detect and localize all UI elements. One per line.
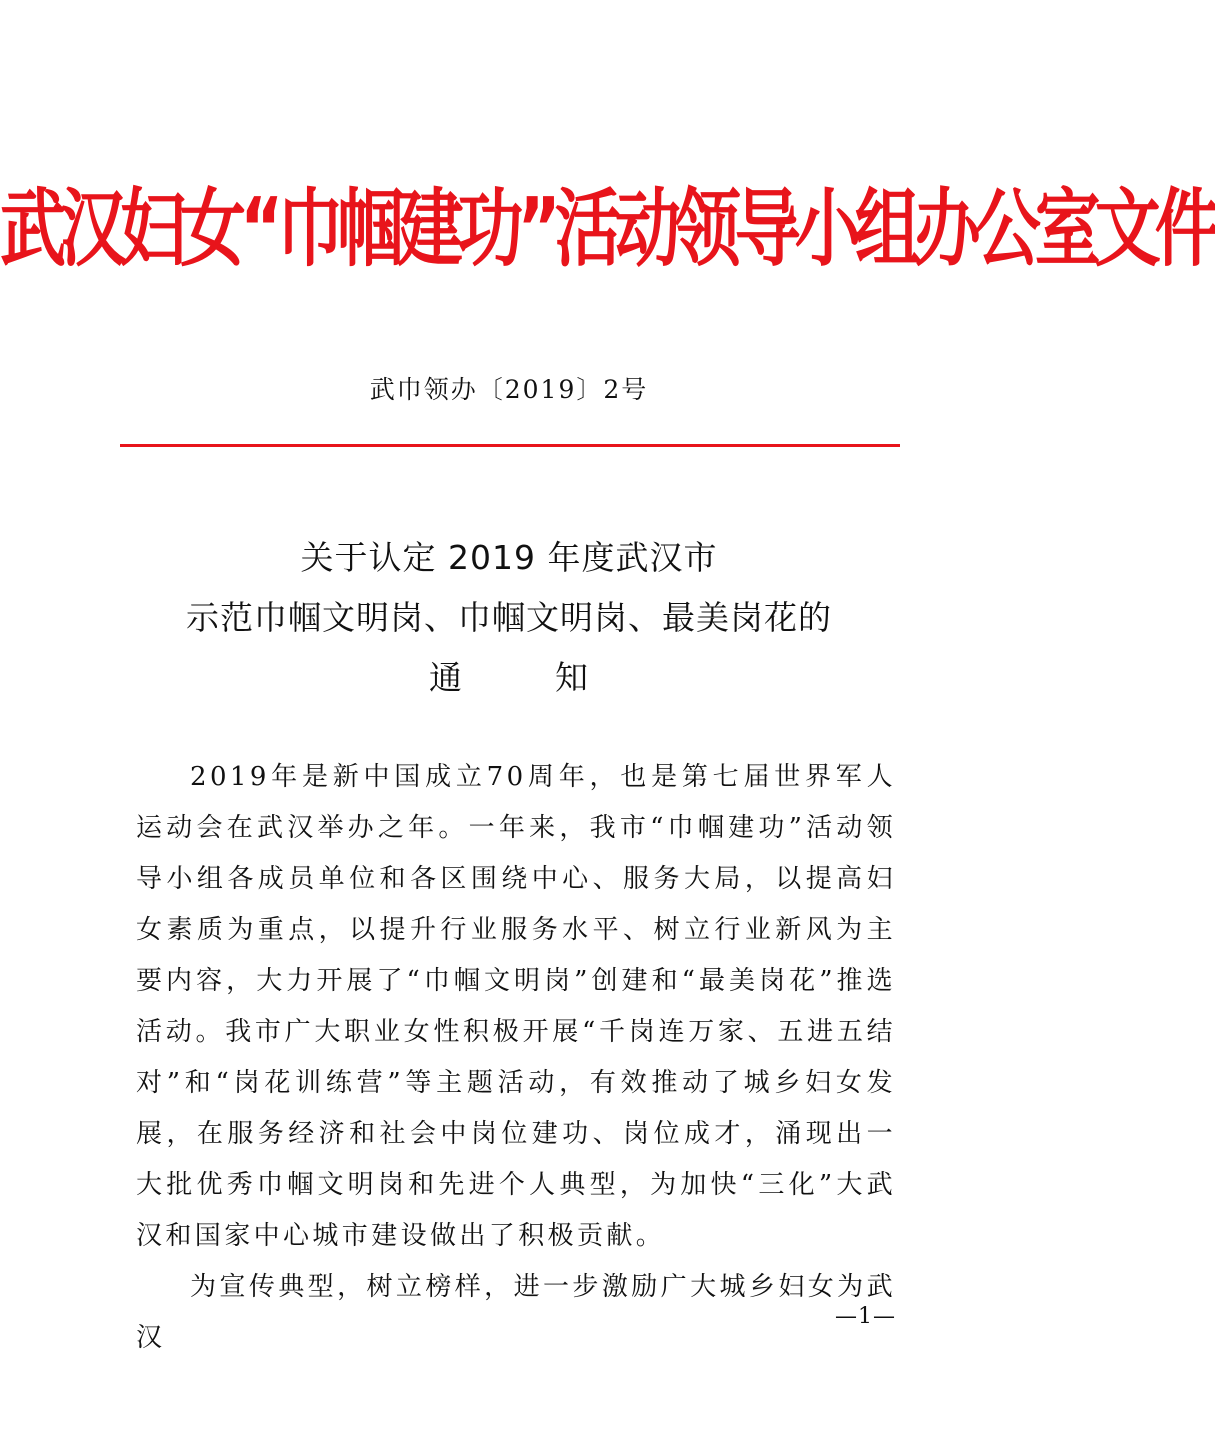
document-number: 武巾领办〔2019〕2号	[369, 375, 649, 404]
notice-title-zhi: 知	[555, 658, 589, 697]
notice-title-line-2: 示范巾帼文明岗、巾帼文明岗、最美岗花的	[186, 598, 832, 637]
notice-title-line-1: 关于认定 2019 年度武汉市	[300, 538, 718, 577]
notice-title-line-3	[0, 648, 1018, 708]
notice-title	[0, 528, 1018, 708]
body-paragraph-2: 为宣传典型，树立榜样，进一步激励广大城乡妇女为武汉	[136, 1272, 896, 1353]
notice-title-tong: 通	[429, 658, 463, 697]
red-header-title: 武汉妇女“巾帼建功”活动领导小组办公室文件	[0, 179, 1215, 279]
page-number: —1—	[835, 1304, 896, 1329]
body-paragraph-1: 2019年是新中国成立70周年，也是第七届世界军人运动会在武汉举办之年。一年来，我市“巾帼建功”活动领导小组各成员单位和各区围绕中心、服务大局，以提高妇女素质为重点，以提升行业服务水平、树立行业新风为主要内容，大力开展了“巾帼文明岗”创建和“最美岗花”推选活动。我市广大职业女性积极开展“千岗连万家、五进五结对”和“岗花训练营”等主题活动，有效推动了城乡妇女发展，在服务经济和社会中岗位建功、岗位成才，涌现出一大批优秀巾帼文明岗和先进个人典型，为加快“三化”大武汉和国家中心城市建设做出了积极贡献。	[136, 762, 896, 1251]
red-divider-line	[120, 444, 900, 447]
body-text	[136, 752, 896, 1364]
